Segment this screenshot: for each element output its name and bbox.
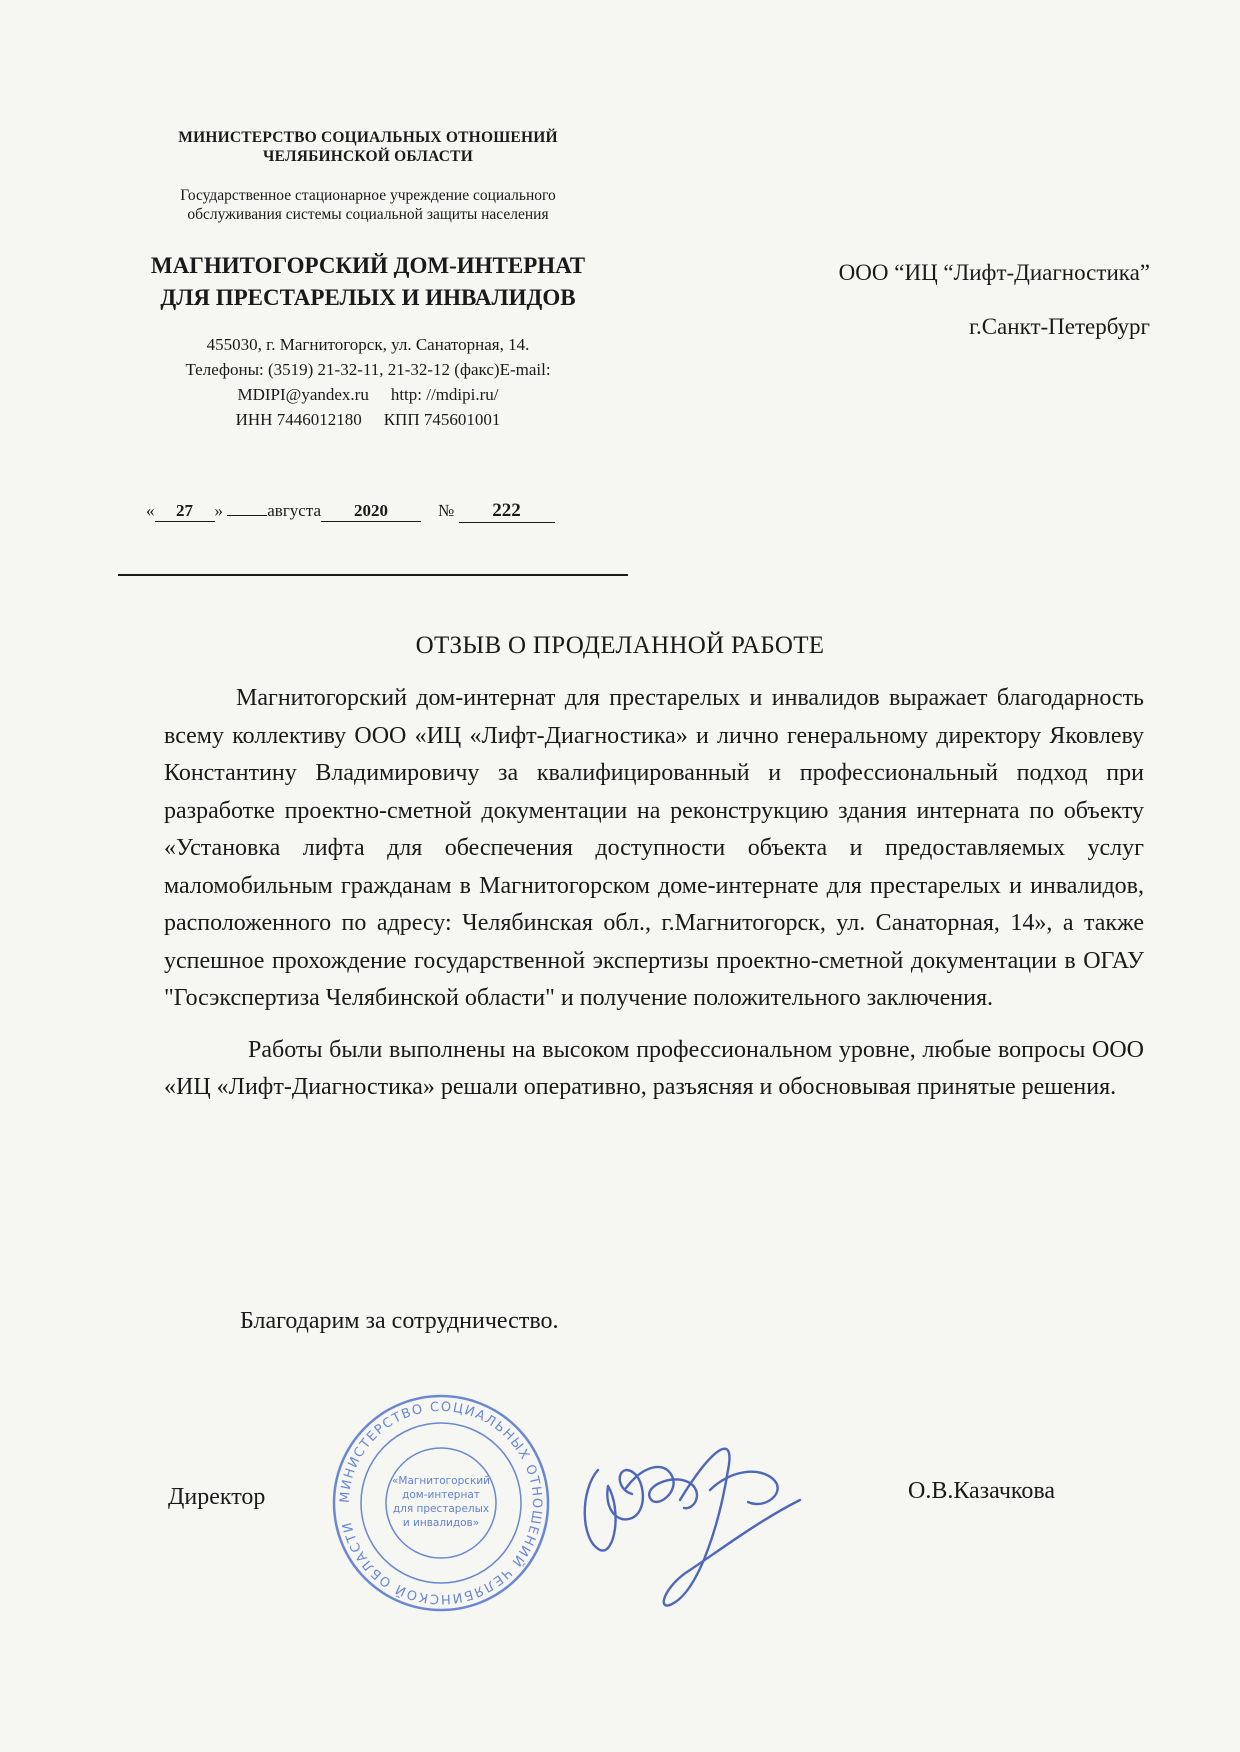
letterhead-divider [118, 574, 628, 576]
phone-numbers: Телефоны: (3519) 21-32-11, 21-32-12 (факс)E-mail: [185, 360, 551, 379]
ministry-name: МИНИСТЕРСТВО СОЦИАЛЬНЫХ ОТНОШЕНИЙ ЧЕЛЯБИНСКОЙ ОБЛАСТИ [178, 129, 558, 165]
stamp-center-line: для престарелых [392, 1503, 490, 1515]
round-stamp-icon [330, 1392, 552, 1614]
stamp-center-line: и инвалидов» [402, 1517, 480, 1529]
body-paragraph-1: Магнитогорский дом-интернат для престарелых и инвалидов выражает благодарность всему коллективу ООО «ИЦ «Лифт-Диагностика» и лично генеральному директору Яковлеву Константину Владимировичу за квалифицированный и профессиональный подход при разработке проектно-сметной документации на реконструкцию здания интерната по объекту «Установка лифта для обеспечения доступности объекта и предоставляемых услуг маломобильным гражданам в Магнитогорском доме-интернате для престарелых и инвалидов, расположенного по адресу: Челябинская обл., г.Магнитогорск, ул. Санаторная, 14», а также успешное прохождение государственной экспертизы проектно-сметной документации в ОГАУ "Госэкспертиза Челябинской области" и получение положительного заключения. [164, 685, 1144, 1011]
inn-number: ИНН 7446012180 [235, 410, 362, 429]
date-year: 2020 [321, 501, 421, 522]
addressee-company: ООО “ИЦ “Лифт-Диагностика” [838, 260, 1150, 285]
letterhead [118, 128, 618, 432]
handwritten-signature-icon [560, 1390, 820, 1620]
institution-name: МАГНИТОГОРСКИЙ ДОМ-ИНТЕРНАТ ДЛЯ ПРЕСТАРЕЛЫХ И ИНВАЛИДОВ [150, 253, 586, 310]
stamp-center-line: «Магнитогорский [391, 1475, 491, 1487]
kpp-number: КПП 745601001 [383, 410, 501, 429]
document-title: ОТЗЫВ О ПРОДЕЛАННОЙ РАБОТЕ [415, 632, 825, 659]
stamp-center-line: дом-интернат [402, 1489, 480, 1501]
contact-details [118, 332, 618, 432]
document-body [164, 680, 1144, 1107]
signatory-name: О.В.Казачкова [908, 1478, 1056, 1504]
signatory-position: Директор [168, 1484, 266, 1510]
email-address: MDIPI@yandex.ru [237, 385, 369, 404]
body-paragraph-2: Работы были выполнены на высоком профессиональном уровне, любые вопросы ООО «ИЦ «Лифт-Диагностика» решали оперативно, разъясняя и обосновывая принятые решения. [164, 1036, 1144, 1100]
website-address: http: //mdipi.ru/ [390, 385, 499, 404]
date-month: августа [267, 501, 322, 520]
addressee [839, 246, 1150, 354]
postal-address: 455030, г. Магнитогорск, ул. Санаторная, 14. [206, 335, 530, 354]
date-and-number-line: « 27 » августа 2020 № 222 [146, 500, 555, 523]
outgoing-number: 222 [459, 500, 555, 523]
closing-thanks: Благодарим за сотрудничество. [240, 1308, 559, 1334]
date-day: 27 [155, 501, 215, 522]
institution-type: Государственное стационарное учреждение социального обслуживания системы социальной защиты населения [180, 187, 556, 223]
stamp-outer-text: МИНИСТЕРСТВО СОЦИАЛЬНЫХ ОТНОШЕНИЙ ЧЕЛЯБИНСКОЙ ОБЛАСТИ [337, 1399, 545, 1607]
addressee-city: г.Санкт-Петербург [969, 314, 1150, 339]
